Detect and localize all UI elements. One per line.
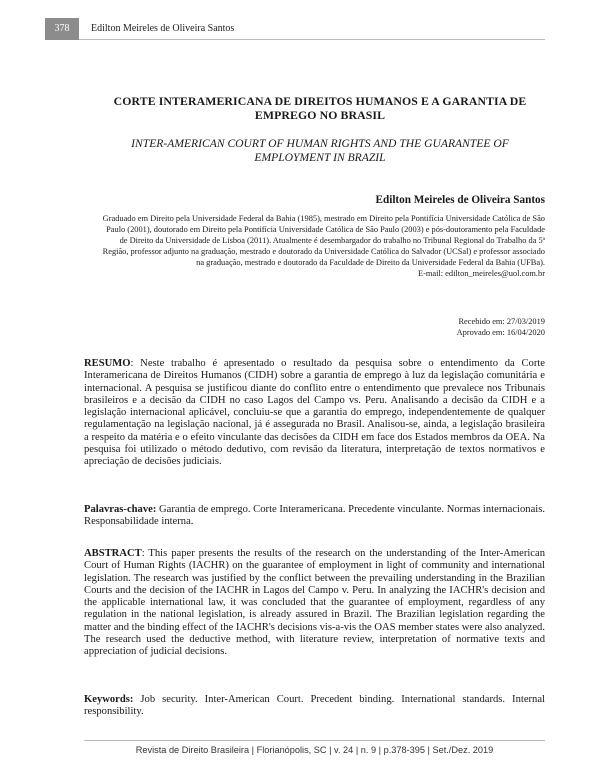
received-date: Recebido em: 27/03/2019: [458, 317, 545, 326]
author-email: E-mail: edilton_meireles@uol.com.br: [417, 269, 545, 278]
palavras-chave-label: Palavras-chave:: [84, 504, 157, 515]
header-rule: [79, 39, 545, 40]
keywords-text: Job security. Inter-American Court. Precedent binding. International standards. Internal responsibility.: [84, 694, 545, 718]
palavras-chave-text: Garantia de emprego. Corte Interamericana. Precedente vinculante. Normas internacionais. Responsabilidade interna.: [84, 504, 545, 528]
resumo-text: : Neste trabalho é apresentado o resultado da pesquisa sobre o entendimento da Corte Interamericana de Direitos Humanos (CIDH) sobre a garantia de emprego à luz da legislação comunitária e internacional. A pesquisa se justificou diante do conflito entre o entendimento que prevalece nos Tribunais brasileiros e a decisão da CIDH no caso Lagos del Campo vs. Peru. Analisando a decisão da CIDH e a legislação internacional aplicável, concluiu-se que a garantia do emprego, independentemente de qualquer regulamentação na legislação nacional, já é assegurada no Brasil. Analisou-se, ainda, a legislação brasileira a respeito da matéria e o efeito vinculante das decisões da CIDH em face dos Estados membros da OEA. Na pesquisa foi utilizado o método dedutivo, com revisão da literatura, interpretação de textos normativos e apreciação de decisões judiciais.: [84, 358, 545, 468]
article-title-portuguese: CORTE INTERAMERICANA DE DIREITOS HUMANOS E A GARANTIA DE EMPREGO NO BRASIL: [113, 94, 527, 122]
article-title-english: INTER-AMERICAN COURT OF HUMAN RIGHTS AND THE GUARANTEE OF EMPLOYMENT IN BRAZIL: [131, 137, 509, 164]
page-number: 378: [45, 18, 79, 40]
page-header: [0, 18, 600, 40]
palavras-chave-paragraph: [84, 504, 545, 529]
footer-rule: [84, 740, 545, 741]
keywords-label: Keywords:: [84, 694, 134, 705]
abstract-text: : This paper presents the results of the research on the understanding of the Inter-American Court of Human Rights (IACHR) on the guarantee of employment in light of community and international legislation. The research was justified by the conflict between the prevailing understanding in the Brazilian Courts and the decision of the IACHR in Lagos del Campo v. Peru. In analyzing the IACHR's decision and the applicable international law, it was concluded that the guarantee of employment, regardless of any regulation in the national legislation, is already assured in Brazil. The Brazilian legislation regarding the matter and the binding effect of the IACHR's decisions vis-a-vis the OAS member states were also analyzed. The research used the deductive method, with literature review, interpretation of normative texts and appreciation of judicial decisions.: [84, 548, 545, 658]
author-name: Edilton Meireles de Oliveira Santos: [375, 194, 545, 206]
submission-dates: [457, 316, 545, 338]
journal-footer-citation: Revista de Direito Brasileira | Florianópolis, SC | v. 24 | n. 9 | p.378-395 | Set./Dez. 2019: [135, 745, 494, 755]
abstract-paragraph: [84, 548, 545, 659]
keywords-paragraph: [84, 694, 545, 719]
resumo-label: RESUMO: [84, 358, 131, 369]
running-head-author: Edilton Meireles de Oliveira Santos: [91, 23, 235, 34]
author-bio-text: Graduado em Direito pela Universidade Federal da Bahia (1985), mestrado em Direito pela Pontifícia Universidade Católica de São Paulo (2001), doutorado em Direito pela Pontifícia Universidade Católica de São Paulo (2003) e pós-doutoramento pela Faculdade de Direito da Universidade de Lisboa (2011). Atualmente é desembargador do trabalho no Tribunal Regional do Trabalho da 5ª Região, professor adjunto na graduação, mestrado e doutorado da Universidade Católica do Salvador (UCSal) e professor associado na graduação, mestrado e doutorado da Faculdade de Direito da Universidade Federal da Bahia (UFBa).: [102, 214, 545, 267]
author-bio: [100, 213, 545, 279]
approved-date: Aprovado em: 16/04/2020: [456, 328, 545, 337]
resumo-paragraph: [84, 358, 545, 469]
abstract-label: ABSTRACT: [84, 548, 142, 559]
